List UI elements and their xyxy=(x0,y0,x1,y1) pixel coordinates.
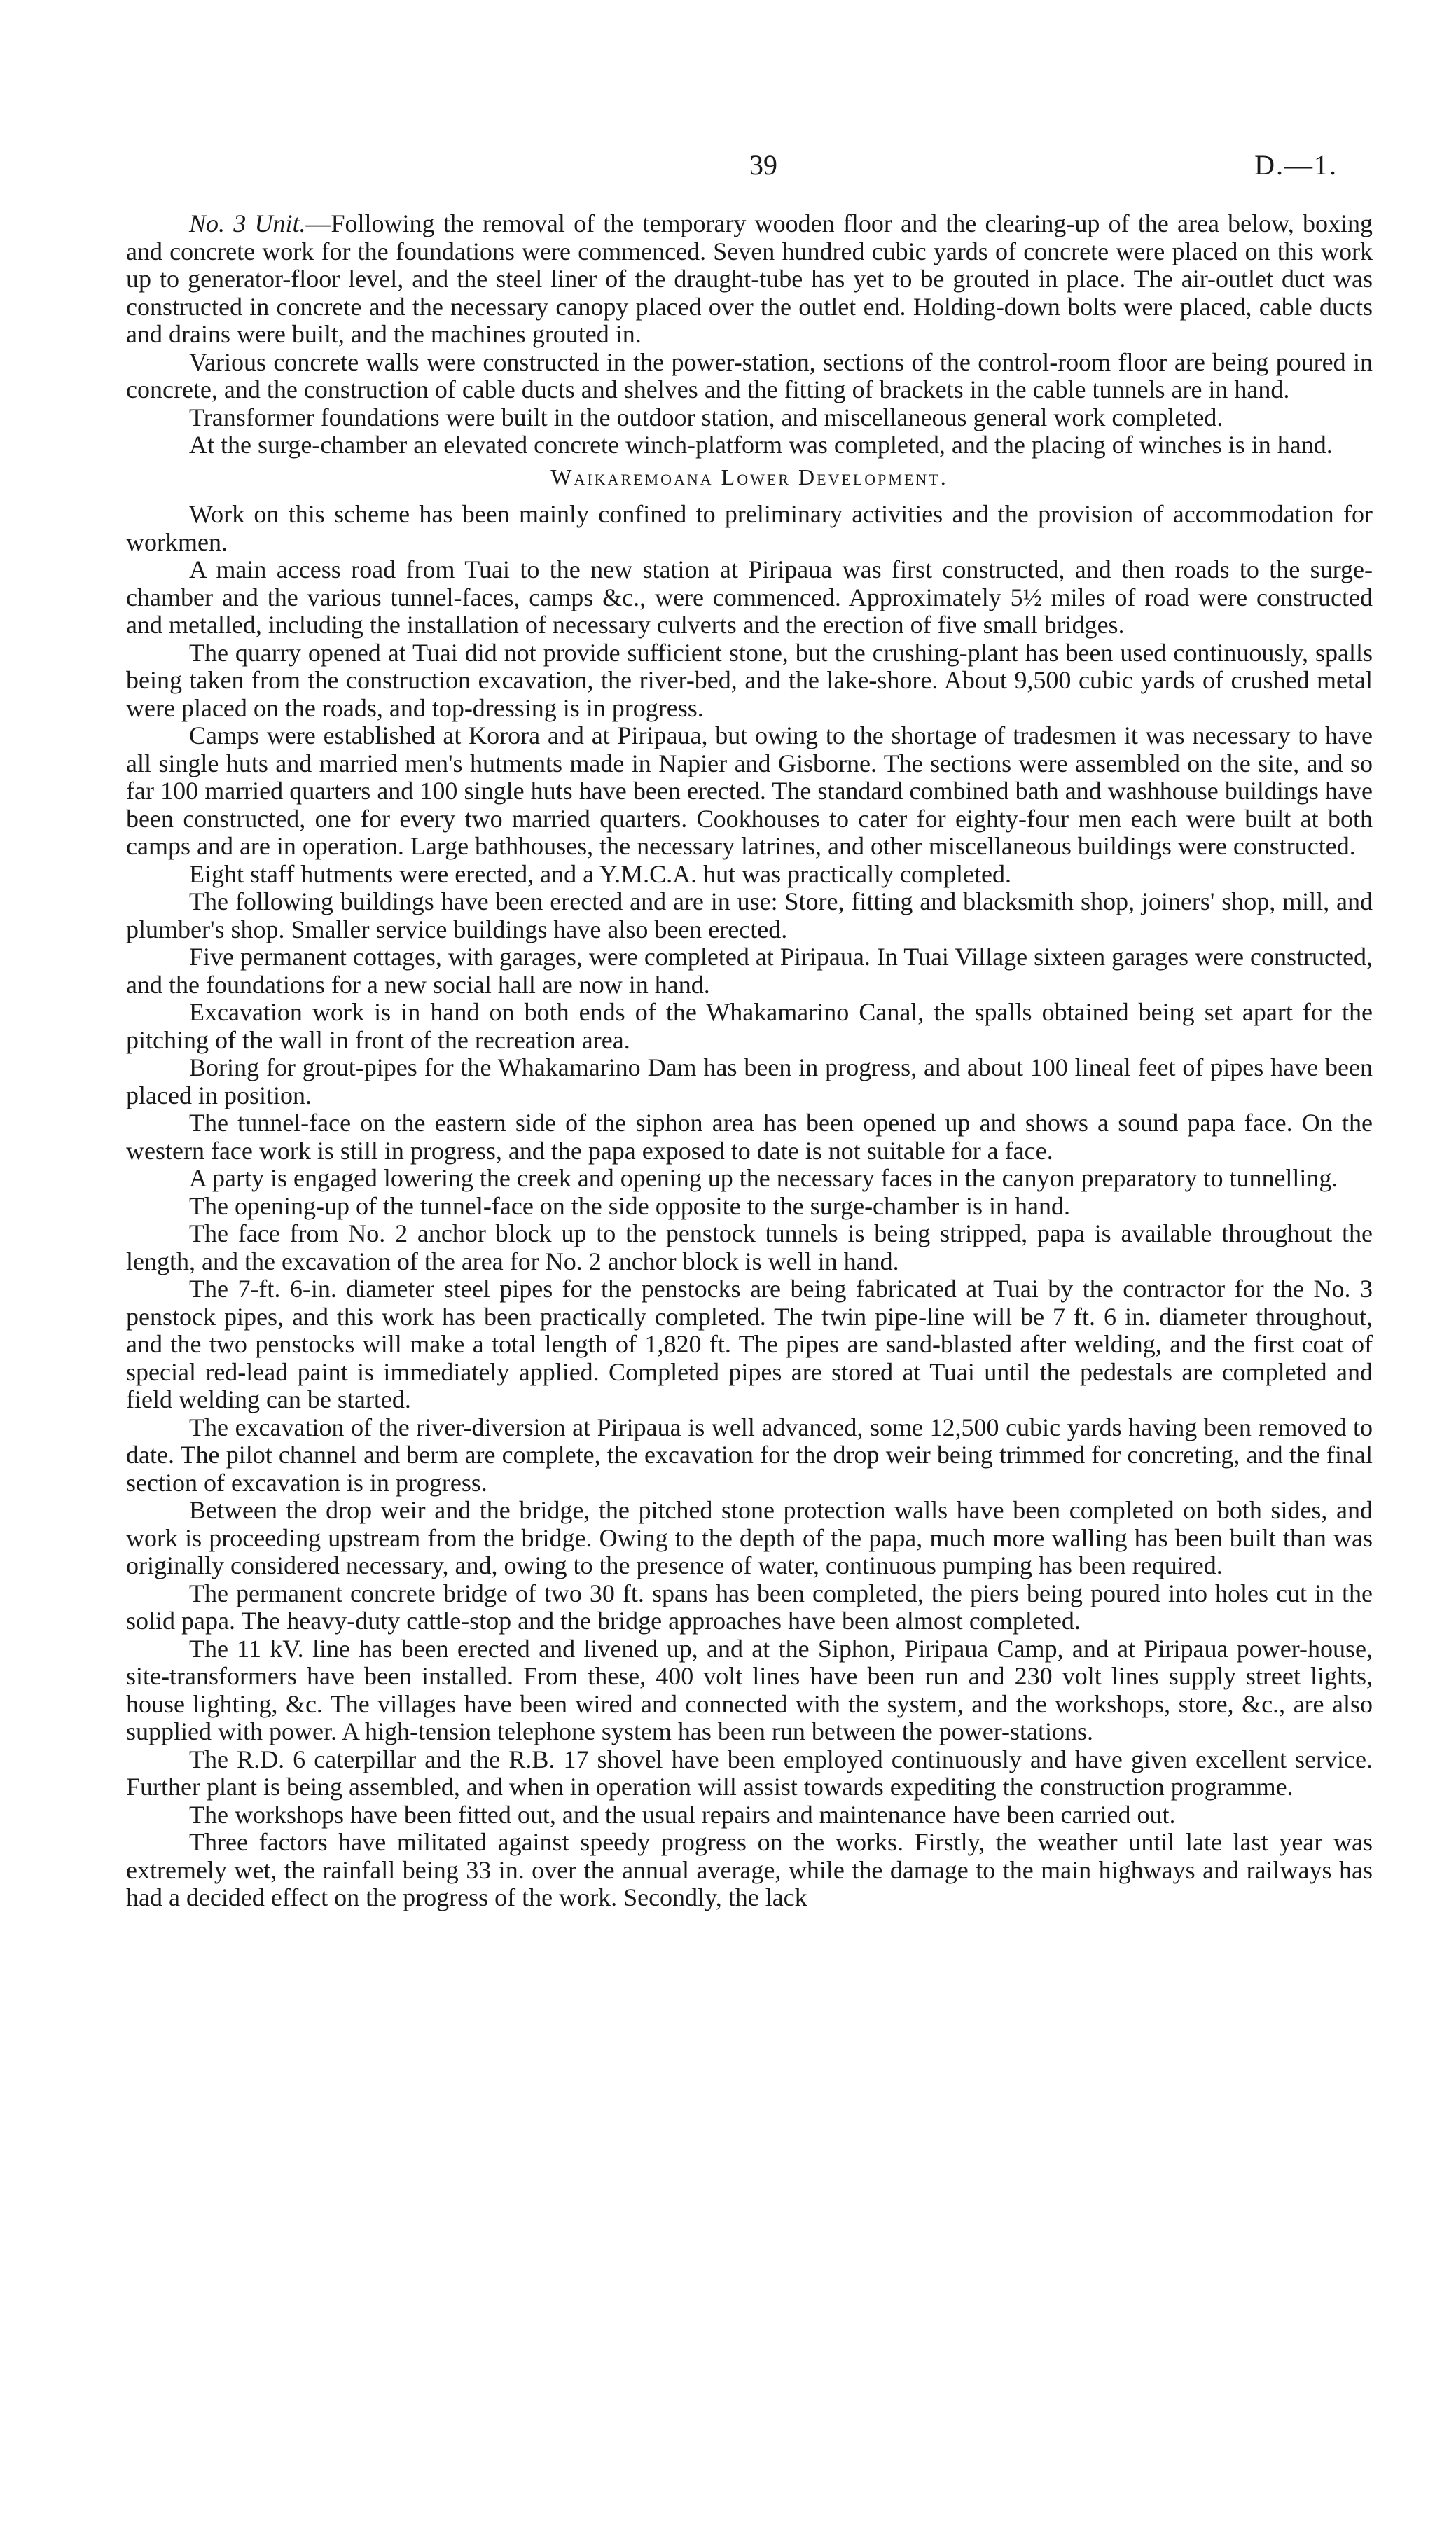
paragraph xyxy=(126,639,1373,723)
paragraph xyxy=(126,861,1373,889)
paragraph-text: The permanent concrete bridge of two 30 ft. spans has been completed, the piers being poured into holes cut in the solid papa. The heavy-duty cattle-stop and the bridge approaches have been almost completed. xyxy=(126,1579,1373,1635)
paragraph-text: Five permanent cottages, with garages, were completed at Piripaua. In Tuai Village sixteen garages were constructed, and the foundations for a new social hall are now in hand. xyxy=(126,943,1373,999)
paragraph xyxy=(126,501,1373,556)
paragraph-text: Three factors have militated against speedy progress on the works. Firstly, the weather until late last year was extremely wet, the rainfall being 33 in. over the annual average, while the damage to the main highways and railways has had a decided effect on the progress of the work. Secondly, the lack xyxy=(126,1828,1373,1911)
paragraph xyxy=(126,1165,1373,1193)
paragraph-text: Transformer foundations were built in the outdoor station, and miscellaneous general work completed. xyxy=(189,403,1223,431)
paragraph-text: The following buildings have been erected and are in use: Store, fitting and blacksmith shop, joiners' shop, mill, and plumber's shop. Smaller service buildings have also been erected. xyxy=(126,887,1373,943)
paragraph xyxy=(126,404,1373,432)
paragraph xyxy=(126,888,1373,943)
paragraph-text: The tunnel-face on the eastern side of the siphon area has been opened up and shows a sound papa face. On the western face work is still in progress, and the papa exposed to date is not suitable for a face. xyxy=(126,1109,1373,1165)
paragraph-text: A main access road from Tuai to the new station at Piripaua was first constructed, and then roads to the surge-chamber and the various tunnel-faces, camps &c., were commenced. Approximately 5½ miles of road were constructed and metalled, including the installation of necessary culverts and the erection of five small bridges. xyxy=(126,555,1373,639)
paragraph xyxy=(126,210,1373,349)
document-body xyxy=(126,210,1373,1912)
paragraph xyxy=(126,1109,1373,1165)
section-heading: Waikaremoana Lower Development. xyxy=(550,464,948,490)
paragraph-text: Camps were established at Korora and at Piripaua, but owing to the shortage of tradesmen it was necessary to have all single huts and married men's hutments made in Napier and Gisborne. The sections were assembled on the site, and so far 100 married quarters and 100 single huts have been erected. The standard combined bath and washhouse buildings have been constructed, one for every two married quarters. Cookhouses to cater for eighty-four men each were built at both camps and are in operation. Large bathhouses, the necessary latrines, and other miscellaneous buildings were constructed. xyxy=(126,721,1373,860)
paragraph xyxy=(126,1801,1373,1829)
paragraph xyxy=(126,1829,1373,1912)
paragraph-text: The workshops have been fitted out, and the usual repairs and maintenance have been carried out. xyxy=(189,1800,1176,1829)
paragraph-text: Excavation work is in hand on both ends of the Whakamarino Canal, the spalls obtained being set apart for the pitching of the wall in front of the recreation area. xyxy=(126,998,1373,1054)
paragraph xyxy=(126,1414,1373,1497)
paragraph-text: The quarry opened at Tuai did not provide sufficient stone, but the crushing-plant has been used continuously, spalls being taken from the construction excavation, the river-bed, and the lake-shore. About 9,500 cubic yards of crushed metal were placed on the roads, and top-dressing is in progress. xyxy=(126,638,1373,722)
paragraph xyxy=(126,1497,1373,1580)
paragraph xyxy=(126,1054,1373,1109)
paragraph-text: The face from No. 2 anchor block up to the penstock tunnels is being stripped, papa is available throughout the length, and the excavation of the area for No. 2 anchor block is well in hand. xyxy=(126,1219,1373,1275)
paragraph xyxy=(126,1193,1373,1221)
paragraph xyxy=(126,1580,1373,1635)
document-reference: D.—1. xyxy=(1254,149,1338,181)
paragraph-text: The excavation of the river-diversion at Piripaua is well advanced, some 12,500 cubic yards having been removed to date. The pilot channel and berm are complete, the excavation for the drop weir being trimmed for concreting, and the final section of excavation is in progress. xyxy=(126,1413,1373,1497)
paragraph-text: Various concrete walls were constructed in the power-station, sections of the control-room floor are being poured in concrete, and the construction of cable ducts and shelves and the fitting of brackets in the cable tunnels are in hand. xyxy=(126,347,1373,403)
page-header xyxy=(189,148,1338,191)
paragraph-text: Boring for grout-pipes for the Whakamarino Dam has been in progress, and about 100 lineal feet of pipes have been placed in position. xyxy=(126,1053,1373,1109)
paragraph-text: The 7-ft. 6-in. diameter steel pipes for the penstocks are being fabricated at Tuai by the contractor for the No. 3 penstock pipes, and this work has been practically completed. The twin pipe-line will be 7 ft. 6 in. diameter throughout, and the two penstocks will make a total length of 1,820 ft. The pipes are sand-blasted after welding, and the first coat of special red-lead paint is immediately applied. Completed pipes are stored at Tuai until the pedestals are completed and field welding can be started. xyxy=(126,1275,1373,1413)
paragraph-text: Eight staff hutments were erected, and a Y.M.C.A. hut was practically completed. xyxy=(189,859,1011,888)
paragraph-text: The R.D. 6 caterpillar and the R.B. 17 shovel have been employed continuously and have given excellent service. Further plant is being assembled, and when in operation will assist towards expediting the construction programme. xyxy=(126,1745,1373,1801)
paragraph xyxy=(126,999,1373,1054)
paragraph-text: Work on this scheme has been mainly confined to preliminary activities and the provision of accommodation for workmen. xyxy=(126,500,1373,556)
paragraph xyxy=(126,722,1373,861)
paragraph xyxy=(126,1746,1373,1801)
paragraph-text: A party is engaged lowering the creek and opening up the necessary faces in the canyon preparatory to tunnelling. xyxy=(189,1164,1338,1192)
paragraph-text: The 11 kV. line has been erected and livened up, and at the Siphon, Piripaua Camp, and at Piripaua power-house, site-transformers have been installed. From these, 400 volt lines have been run and 230 volt lines supply street lights, house lighting, &c. The villages have been wired and connected with the system, and the workshops, store, &c., are also supplied with power. A high-tension telephone system has been run between the power-stations. xyxy=(126,1634,1373,1745)
paragraph xyxy=(126,556,1373,639)
paragraph xyxy=(126,943,1373,999)
paragraph-text: —Following the removal of the temporary wooden floor and the clearing-up of the area below, boxing and concrete work for the foundations were commenced. Seven hundred cubic yards of concrete were placed on this work up to generator-floor level, and the steel liner of the draught-tube has yet to be grouted in place. The air-outlet duct was constructed in concrete and the necessary canopy placed over the outlet end. Holding-down bolts were placed, cable ducts and drains were built, and the machines grouted in. xyxy=(126,209,1373,348)
page-number: 39 xyxy=(749,149,777,181)
paragraph xyxy=(126,1635,1373,1746)
paragraph xyxy=(126,1275,1373,1414)
paragraph xyxy=(126,1220,1373,1275)
paragraph xyxy=(126,349,1373,404)
paragraph-lead: No. 3 Unit. xyxy=(189,209,306,237)
paragraph-text: The opening-up of the tunnel-face on the side opposite to the surge-chamber is in hand. xyxy=(189,1191,1070,1220)
paragraph-text: At the surge-chamber an elevated concrete winch-platform was completed, and the placing of winches is in hand. xyxy=(189,431,1333,459)
paragraph-text: Between the drop weir and the bridge, the pitched stone protection walls have been completed on both sides, and work is proceeding upstream from the bridge. Owing to the depth of the papa, much more walling has been built than was originally considered necessary, and, owing to the presence of water, continuous pumping has been required. xyxy=(126,1496,1373,1579)
paragraph xyxy=(126,431,1373,459)
